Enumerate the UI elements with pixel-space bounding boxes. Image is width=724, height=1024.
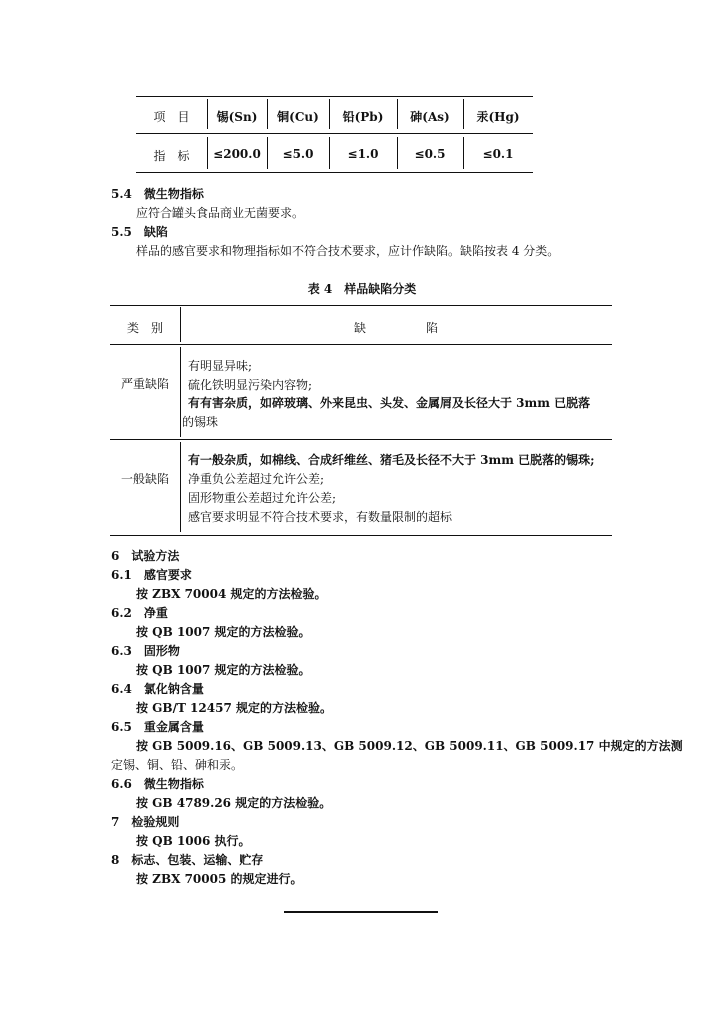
defect-table	[110, 305, 612, 537]
section-6-1-body: 按 ZBX 70004 规定的方法检验。	[136, 587, 327, 601]
general-defect-line: 感官要求明显不符合技术要求，有数量限制的超标	[188, 510, 453, 524]
header-mercury: 汞(Hg)	[476, 110, 520, 124]
table-rule-middle	[136, 133, 533, 134]
section-6-6-body: 按 GB 4789.26 规定的方法检验。	[136, 796, 332, 810]
severe-defect-line: 有有害杂质，如碎玻璃、外来昆虫、头发、金属屑及长径大于 3mm 已脱落	[188, 396, 591, 410]
section-5-4-heading: 5.4 微生物指标	[111, 187, 204, 201]
table-rule-top	[110, 305, 612, 306]
section-6-5-body-cont: 定锡、铜、铅、砷和汞。	[111, 758, 244, 772]
end-rule	[284, 911, 438, 913]
severe-defect-line: 硫化铁明显污染内容物;	[188, 378, 313, 392]
section-5-5-body: 样品的感官要求和物理指标如不符合技术要求，应计作缺陷。缺陷按表 4 分类。	[136, 244, 560, 258]
section-6-2-body: 按 QB 1007 规定的方法检验。	[136, 625, 311, 639]
header-tin: 锡(Sn)	[216, 110, 258, 124]
section-6-5-body: 按 GB 5009.16、GB 5009.13、GB 5009.12、GB 5009.11、GB 5009.17 中规定的方法测	[136, 739, 683, 753]
section-7-body: 按 QB 1006 执行。	[136, 834, 251, 848]
section-5-4-body: 应符合罐头食品商业无菌要求。	[136, 206, 305, 220]
value-arsenic: ≤0.5	[414, 147, 446, 161]
table-caption: 表 4 样品缺陷分类	[307, 282, 417, 296]
value-mercury: ≤0.1	[482, 147, 514, 161]
heavy-metal-table	[136, 96, 533, 174]
table-rule-bottom	[110, 535, 612, 536]
header-arsenic: 砷(As)	[410, 110, 450, 124]
header-defect: 缺 陷	[353, 321, 438, 335]
section-8-heading: 8 标志、包装、运输、贮存	[111, 853, 264, 867]
section-6-5-heading: 6.5 重金属含量	[111, 720, 204, 734]
section-6-3-heading: 6.3 固形物	[111, 644, 180, 658]
section-6-6-heading: 6.6 微生物指标	[111, 777, 204, 791]
header-copper: 铜(Cu)	[277, 110, 319, 124]
general-defect-label: 一般缺陷	[120, 472, 169, 486]
severe-defect-line: 的锡珠	[182, 415, 219, 429]
header-lead: 铅(Pb)	[342, 110, 384, 124]
table-rule-middle	[110, 439, 612, 440]
table-rule-header	[110, 344, 612, 345]
value-copper: ≤5.0	[282, 147, 314, 161]
general-defect-line: 固形物重公差超过允许公差;	[188, 491, 337, 505]
header-category: 类 别	[126, 321, 163, 335]
header-item: 项 目	[153, 110, 190, 124]
section-5-5-heading: 5.5 缺陷	[111, 225, 168, 239]
value-lead: ≤1.0	[347, 147, 379, 161]
table-rule-bottom	[136, 172, 533, 173]
section-6-4-body: 按 GB/T 12457 规定的方法检验。	[136, 701, 332, 715]
section-6-2-heading: 6.2 净重	[111, 606, 168, 620]
section-6-4-heading: 6.4 氯化钠含量	[111, 682, 204, 696]
section-6-1-heading: 6.1 感官要求	[111, 568, 192, 582]
severe-defect-label: 严重缺陷	[120, 377, 169, 391]
general-defect-line: 净重负公差超过允许公差;	[188, 472, 325, 486]
section-6-3-body: 按 QB 1007 规定的方法检验。	[136, 663, 311, 677]
section-7-heading: 7 检验规则	[111, 815, 180, 829]
section-8-body: 按 ZBX 70005 的规定进行。	[136, 872, 303, 886]
severe-defect-line: 有明显异味;	[188, 359, 253, 373]
general-defect-line: 有一般杂质，如棉线、合成纤维丝、猪毛及长径不大于 3mm 已脱落的锡珠;	[188, 453, 595, 467]
table-rule-top	[136, 96, 533, 97]
table-separator	[180, 347, 181, 437]
value-label: 指 标	[153, 149, 190, 163]
table-separator	[180, 442, 181, 532]
value-tin: ≤200.0	[213, 147, 261, 161]
section-6-heading: 6 试验方法	[111, 549, 180, 563]
